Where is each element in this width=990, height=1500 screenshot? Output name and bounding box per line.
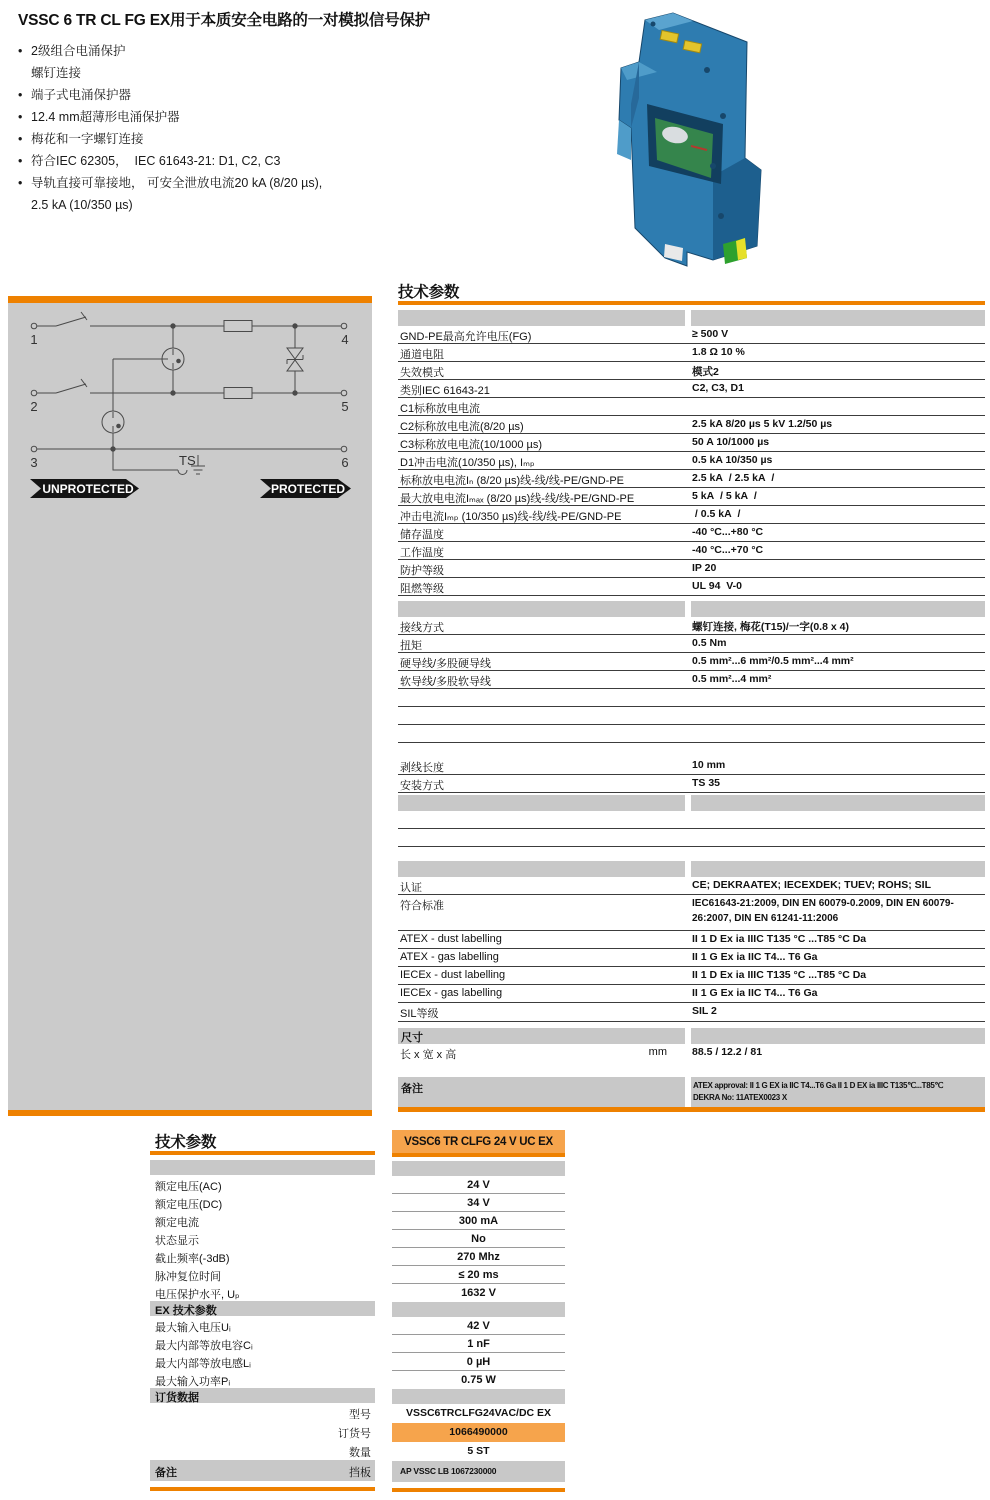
table-row (398, 931, 985, 949)
row-value: SIL 2 (692, 1005, 717, 1017)
row-value: -40 °C...+70 °C (692, 544, 764, 556)
row-value: No (392, 1230, 565, 1248)
table-row (398, 560, 985, 578)
orange-rule (150, 1487, 375, 1491)
row-label: C1标称放电电流 (400, 403, 481, 415)
ex-band-label: EX 技术参数 (150, 1301, 375, 1316)
list-item (18, 40, 322, 62)
row-label: C3标称放电电流(10/1000 µs) (400, 439, 543, 451)
table-row (398, 949, 985, 967)
list-item (18, 128, 322, 150)
row-value: 1 nF (392, 1335, 565, 1353)
terminal-label-2: 2 (30, 399, 38, 414)
table-row (398, 985, 985, 1003)
terminal-label-5: 5 (341, 399, 349, 414)
remarks-label: 备注 (155, 1467, 177, 1479)
feature-text: 导轨直接可靠接地， 可安全泄放电流20 kA (8/20 µs), (31, 176, 323, 190)
table-row (398, 344, 985, 362)
list-item (18, 150, 322, 172)
row-value: C2, C3, D1 (692, 382, 744, 394)
table-band (398, 795, 985, 811)
product-photo (595, 8, 775, 270)
table-row (398, 380, 985, 398)
circuit-diagram (8, 303, 372, 513)
row-value: II 1 D Ex ia IIIC T135 °C ...T85 °C Da (692, 969, 867, 981)
empty-row (398, 707, 985, 725)
row-label: GND-PE最高允许电压(FG) (400, 331, 532, 343)
page-title: VSSC 6 TR CL FG EX用于本质安全电路的一对模拟信号保护 (18, 12, 431, 29)
row-label: 冲击电流Iₘₚ (10/350 µs)线-线/线-PE/GND-PE (400, 511, 622, 523)
row-value: CE; DEKRAATEX; IECEXDEK; TUEV; ROHS; SIL (692, 879, 931, 891)
row-value: 10 mm (692, 759, 726, 771)
table-row (398, 967, 985, 985)
row-label: 阻燃等级 (400, 583, 444, 595)
row-label: 安装方式 (400, 780, 444, 792)
tech-parameters-table (398, 280, 985, 1112)
remarks-row (150, 1460, 375, 1481)
order-number-value: 1066490000 (392, 1423, 565, 1442)
row-value: ≤ 20 ms (392, 1266, 565, 1284)
table-row (398, 542, 985, 560)
table-row (398, 452, 985, 470)
table-band (398, 861, 985, 877)
row-label: 工作温度 (400, 547, 444, 559)
table-row (398, 470, 985, 488)
bullet-marker: • (18, 44, 23, 58)
variant-labels-column (150, 1130, 375, 1491)
feature-text: 12.4 mm超薄形电涌保护器 (31, 110, 180, 124)
empty-row (398, 811, 985, 829)
row-label: 剥线长度 (400, 762, 444, 774)
table-row (398, 398, 985, 416)
dimensions-row (398, 1044, 985, 1066)
table-row (398, 578, 985, 596)
table-row (398, 506, 985, 524)
row-value: 0.5 kA 10/350 µs (692, 454, 773, 466)
remarks-text: ATEX approval: II 1 G EX ia IIC T4...T6 Ga II 1 D EX ia IIIC T135℃...T85℃ DEKRA No: 11ATEX0023 X (691, 1077, 985, 1107)
bullet-marker: • (18, 154, 23, 168)
row-value: II 1 G Ex ia IIC T4... T6 Ga (692, 951, 818, 963)
row-value: 2.5 kA / 2.5 kA / (692, 472, 775, 484)
row-value: / 0.5 kA / (692, 508, 741, 520)
list-item (18, 62, 322, 84)
list-item (18, 194, 322, 216)
order-band-label: 订货数据 (150, 1388, 375, 1403)
table-row (398, 488, 985, 506)
unprotected-label: UNPROTECTED (42, 482, 134, 496)
row-label: 脉冲复位时间 (155, 1271, 221, 1283)
row-label: 最大内部等放电容Cᵢ (155, 1340, 253, 1352)
row-value: ≥ 500 V (692, 328, 729, 340)
table-row (398, 635, 985, 653)
row-value: 0.5 Nm (692, 637, 727, 649)
baffle-value: AP VSSC LB 1067230000 (392, 1461, 565, 1482)
remarks-band (398, 1077, 985, 1107)
table-row (398, 895, 985, 931)
terminal-label-6: 6 (341, 455, 349, 470)
row-label: 失效模式 (400, 367, 444, 379)
table-row (398, 326, 985, 344)
table-band (398, 310, 985, 326)
empty-row (398, 829, 985, 847)
row-label: 扭矩 (400, 640, 422, 652)
row-label: D1冲击电流(10/350 µs), Iₘₚ (400, 457, 535, 469)
table-band (392, 1302, 565, 1317)
row-label: 状态显示 (155, 1235, 199, 1247)
unit-label: mm (648, 1046, 667, 1058)
row-value: 0.75 W (461, 1374, 496, 1386)
row-label: 类别IEC 61643-21 (400, 385, 490, 397)
terminal-label-1: 1 (30, 332, 38, 347)
row-value: 88.5 / 12.2 / 81 (692, 1046, 763, 1058)
row-label: ATEX - gas labelling (400, 951, 499, 963)
bullet-marker: • (18, 132, 23, 146)
row-label: 认证 (400, 882, 422, 894)
table-band (150, 1160, 375, 1175)
circuit-diagram-panel (8, 296, 372, 1116)
empty-row (398, 689, 985, 707)
row-label: 通道电阻 (400, 349, 444, 361)
row-label: 最大输入功率Pᵢ (155, 1376, 231, 1388)
row-label: 额定电流 (155, 1217, 199, 1229)
empty-row (398, 725, 985, 743)
row-value: 1.8 Ω 10 % (692, 346, 745, 358)
row-value: 模式2 (692, 366, 719, 378)
table-band (398, 601, 985, 617)
row-label: IECEx - gas labelling (400, 987, 503, 999)
row-value: 5 kA / 5 kA / (692, 490, 757, 502)
row-value: UL 94 V-0 (692, 580, 742, 592)
row-value: 1632 V (461, 1287, 496, 1299)
section-heading: 技术参数 (155, 1134, 217, 1151)
row-label: 符合标准 (400, 900, 444, 912)
section-heading: 技术参数 (398, 284, 460, 301)
list-item (18, 106, 322, 128)
row-label: 长 x 宽 x 高 mm (398, 1044, 685, 1066)
row-value: 0.5 mm²...4 mm² (692, 673, 772, 685)
orange-rule (398, 1107, 985, 1112)
table-row (398, 434, 985, 452)
variant-values-column (392, 1130, 565, 1492)
terminal-label-4: 4 (341, 332, 349, 347)
row-label: 截止频率(-3dB) (155, 1253, 230, 1265)
row-value: 42 V (392, 1317, 565, 1335)
row-value: 2.5 kA 8/20 µs 5 kV 1.2/50 µs (692, 418, 833, 430)
row-label: 额定电压(DC) (155, 1199, 223, 1211)
row-value: 0.5 mm²...6 mm²/0.5 mm²...4 mm² (692, 655, 854, 667)
table-row (398, 362, 985, 380)
row-label: ATEX - dust labelling (400, 933, 502, 945)
row-label: C2标称放电电流(8/20 µs) (400, 421, 524, 433)
table-row (398, 775, 985, 793)
row-label: SIL等级 (400, 1008, 439, 1020)
feature-text: 符合IEC 62305， IEC 61643-21: D1, C2, C3 (31, 154, 281, 168)
row-label: 最大内部等放电感Lᵢ (155, 1358, 251, 1370)
feature-text: 2级组合电涌保护 (31, 44, 126, 58)
row-value: 300 mA (392, 1212, 565, 1230)
protected-label: PROTECTED (270, 482, 346, 496)
row-value (685, 398, 985, 415)
table-row (398, 524, 985, 542)
row-label: 接线方式 (400, 622, 444, 634)
ts-label: TS (179, 453, 196, 468)
row-value: 34 V (392, 1194, 565, 1212)
row-value: IEC61643-21:2009, DIN EN 60079-0.2009, DIN EN 60079-26:2007, DIN EN 61241-11:2006 (692, 898, 954, 924)
feature-text: 2.5 kA (10/350 µs) (31, 198, 133, 212)
table-row (398, 671, 985, 689)
row-label: 订货号 (338, 1428, 371, 1440)
row-label: 数量 (349, 1447, 371, 1459)
row-label: 最大放电电流Iₘₐₓ (8/20 µs)线-线/线-PE/GND-PE (400, 493, 635, 505)
row-value: 0 µH (392, 1353, 565, 1371)
table-row (398, 877, 985, 895)
bullet-marker: • (18, 88, 23, 102)
row-value: 50 A 10/1000 µs (692, 436, 770, 448)
feature-text: 梅花和一字螺钉连接 (31, 132, 144, 146)
row-value: -40 °C...+80 °C (692, 526, 764, 538)
row-label: 额定电压(AC) (155, 1181, 222, 1193)
variant-name-header: VSSC6 TR CLFG 24 V UC EX (392, 1130, 565, 1157)
row-label: 硬导线/多股硬导线 (400, 658, 492, 670)
table-row (398, 653, 985, 671)
row-label: 电压保护水平, Uₚ (155, 1289, 240, 1301)
table-row (398, 617, 985, 635)
row-label: 防护等级 (400, 565, 444, 577)
row-label: 最大输入电压Uᵢ (155, 1322, 231, 1334)
feature-text: 螺钉连接 (31, 66, 82, 80)
table-band (392, 1389, 565, 1404)
list-item (18, 172, 322, 194)
table-band (392, 1161, 565, 1176)
terminal-label-3: 3 (30, 455, 38, 470)
table-row (398, 1003, 985, 1022)
row-label: 标称放电电流Iₙ (8/20 µs)线-线/线-PE/GND-PE (400, 475, 625, 487)
row-value: TS 35 (692, 777, 721, 789)
baffle-label: 挡板 (349, 1467, 371, 1479)
orange-rule (392, 1488, 565, 1492)
feature-text: 端子式电涌保护器 (31, 88, 132, 102)
row-value: 螺钉连接, 梅花(T15)/一字(0.8 x 4) (692, 621, 849, 633)
row-label: 储存温度 (400, 529, 444, 541)
row-value: IP 20 (692, 562, 717, 574)
band-label: 尺寸 (398, 1028, 685, 1044)
list-item (18, 84, 322, 106)
table-row (398, 416, 985, 434)
quantity-value: 5 ST (467, 1445, 490, 1457)
bullet-marker: • (18, 110, 23, 124)
dimensions-band (398, 1028, 985, 1044)
row-label: IECEx - dust labelling (400, 969, 506, 981)
row-label: 型号 (349, 1409, 371, 1421)
table-row (398, 757, 985, 775)
model-number-value: VSSC6TRCLFG24VAC/DC EX (405, 1407, 552, 1419)
row-value: II 1 G Ex ia IIC T4... T6 Ga (692, 987, 818, 999)
row-value: 24 V (392, 1176, 565, 1194)
row-value: 270 Mhz (392, 1248, 565, 1266)
row-value: II 1 D Ex ia IIIC T135 °C ...T85 °C Da (692, 933, 867, 945)
feature-list (18, 40, 322, 216)
band-label: 备注 (398, 1077, 685, 1107)
bullet-marker: • (18, 176, 23, 190)
row-label: 软导线/多股软导线 (400, 676, 492, 688)
